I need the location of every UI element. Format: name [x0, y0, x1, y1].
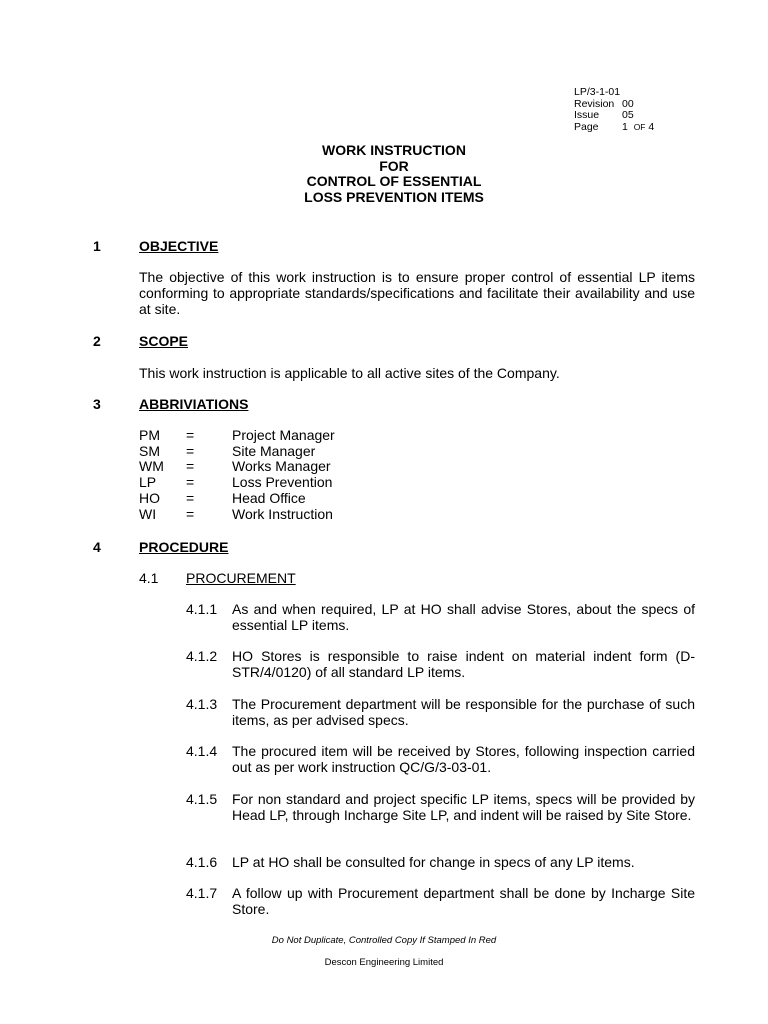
- title-line-3: CONTROL OF ESSENTIAL: [306, 173, 482, 190]
- equals: =: [186, 489, 195, 506]
- procedure-item: [186, 649, 695, 681]
- abbr: LP: [139, 474, 157, 491]
- procedure-item: [186, 744, 695, 776]
- abbr: PM: [139, 427, 160, 443]
- item-number: 4.1.3: [186, 696, 218, 712]
- section-1-heading: OBJECTIVE: [139, 238, 219, 254]
- abbr: HO: [139, 489, 160, 506]
- procedure-item: [186, 602, 695, 634]
- item-number: 4.1.1: [186, 601, 218, 617]
- section-2-number: 2: [93, 333, 101, 349]
- title-line-2: FOR: [379, 157, 409, 174]
- subsection-4-1-heading: PROCUREMENT: [186, 570, 296, 586]
- company-name: Descon Engineering Limited: [324, 957, 444, 968]
- page-value: 1: [622, 120, 628, 133]
- section-1-number: 1: [93, 238, 101, 254]
- revision-value: 00: [622, 97, 634, 110]
- item-text: As and when required, LP at HO shall advise Stores, about the specs of essential LP items.: [232, 601, 695, 633]
- abbreviation-list: [139, 428, 335, 522]
- item-number: 4.1.6: [186, 854, 218, 870]
- abbr-meaning: Project Manager: [232, 427, 335, 443]
- equals: =: [186, 427, 195, 443]
- title-line-4: LOSS PREVENTION ITEMS: [304, 189, 484, 206]
- page-label: Page: [574, 120, 599, 133]
- title-line-1: WORK INSTRUCTION: [322, 142, 466, 158]
- section-3-heading: ABBRIVIATIONS: [139, 396, 249, 412]
- item-text: The Procurement department will be responsible for the purchase of such items, as per advised specs.: [232, 696, 695, 728]
- issue-label: Issue: [574, 109, 600, 121]
- subsection-4-1-number: 4.1: [139, 570, 159, 586]
- section-4-heading: PROCEDURE: [139, 539, 229, 555]
- procedure-item: [186, 792, 695, 824]
- abbreviation-row: [139, 428, 335, 444]
- abbr-meaning: Work Instruction: [232, 505, 333, 522]
- abbr-meaning: Site Manager: [232, 442, 316, 459]
- section-4-number: 4: [93, 539, 101, 555]
- revision-label: Revision: [574, 97, 615, 110]
- abbreviation-row: [139, 475, 335, 491]
- item-text: LP at HO shall be consulted for change in specs of any LP items.: [232, 854, 635, 870]
- doc-number: LP/3-1-01: [574, 86, 621, 98]
- item-text: The procured item will be received by Stores, following inspection carried out as per work instruction QC/G/3-03-01.: [232, 743, 695, 775]
- procedure-item: [186, 886, 695, 918]
- equals: =: [186, 474, 195, 491]
- abbreviation-row: [139, 444, 335, 460]
- section-3-number: 3: [93, 396, 101, 412]
- abbr-meaning: Loss Prevention: [232, 474, 333, 491]
- item-number: 4.1.5: [186, 791, 218, 807]
- scope-text: This work instruction is applicable to all active sites of the Company.: [139, 365, 560, 381]
- abbr: WI: [139, 505, 157, 522]
- document-reference-block: [574, 87, 654, 133]
- abbreviation-row: [139, 459, 335, 475]
- item-number: 4.1.2: [186, 648, 218, 664]
- controlled-copy-notice: Do Not Duplicate, Controlled Copy If Stamped In Red: [271, 935, 497, 946]
- procedure-item: [186, 697, 695, 729]
- abbr: WM: [139, 458, 164, 475]
- item-number: 4.1.4: [186, 743, 218, 759]
- abbreviation-row: [139, 491, 335, 507]
- equals: =: [186, 505, 195, 522]
- issue-value: 05: [622, 109, 634, 121]
- abbr-meaning: Works Manager: [232, 458, 331, 475]
- item-text: For non standard and project specific LP items, specs will be provided by Head LP, through Incharge Site LP, and indent will be raised by Site Store.: [232, 791, 695, 823]
- section-2-heading: SCOPE: [139, 333, 189, 349]
- objective-text: The objective of this work instruction is to ensure proper control of essential LP items conforming to appropriate standards/specifications and facilitate their availability and use at site.: [139, 269, 695, 317]
- item-text: HO Stores is responsible to raise indent on material indent form (D-STR/4/0120) of all standard LP items.: [232, 648, 695, 680]
- document-title: [0, 143, 768, 206]
- equals: =: [186, 458, 195, 475]
- item-number: 4.1.7: [186, 885, 218, 901]
- procedure-item: [186, 855, 695, 871]
- item-text: A follow up with Procurement department shall be done by Incharge Site Store.: [232, 885, 695, 917]
- abbreviation-row: [139, 507, 335, 523]
- page-of: OF: [633, 121, 646, 132]
- abbr-meaning: Head Office: [232, 489, 306, 506]
- abbr: SM: [139, 442, 160, 459]
- page-total: 4: [648, 120, 655, 133]
- equals: =: [186, 442, 195, 459]
